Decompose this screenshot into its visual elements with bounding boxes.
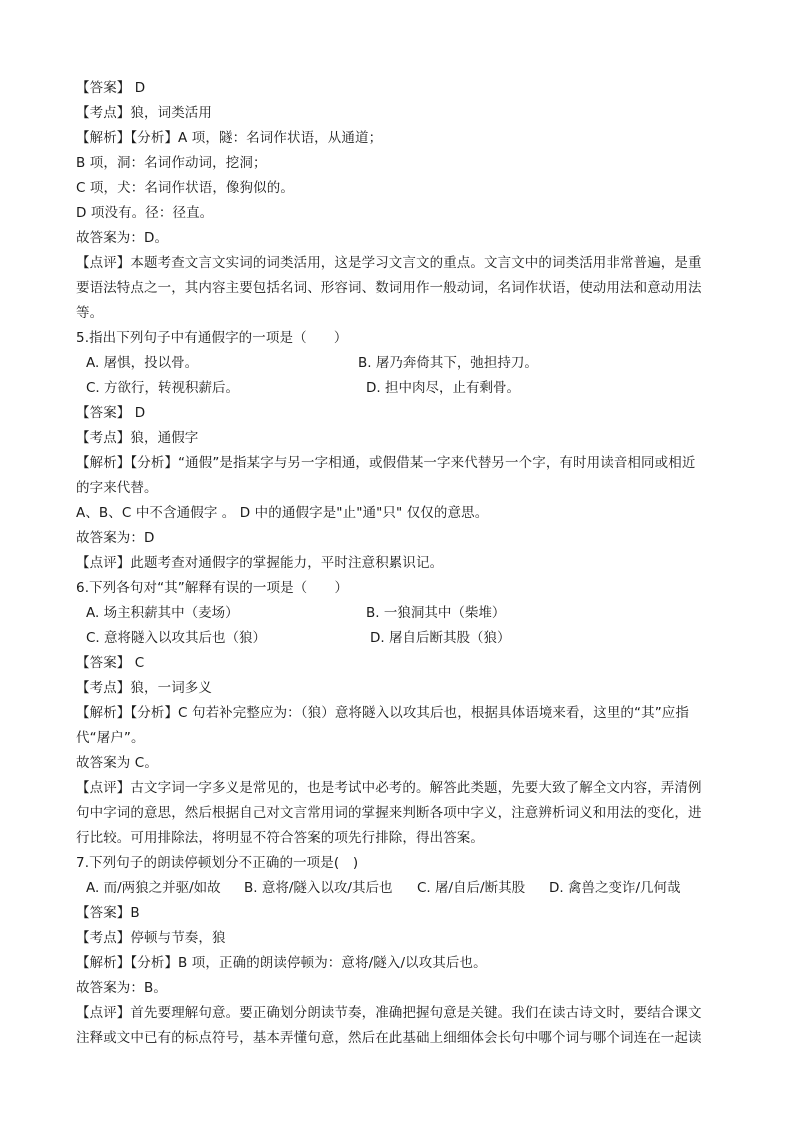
q7-option-a: A. 而/两狼之并驱/如故 bbox=[86, 880, 221, 896]
question-5: 5.指出下列句子中有通假字的一项是（ ） bbox=[76, 330, 348, 346]
q5-option-b: B. 屠乃奔倚其下，弛担持刀。 bbox=[358, 355, 538, 371]
answer-line: 【答案】 D bbox=[76, 80, 146, 96]
analysis-line: 【解析】【分析】B 项，正确的朗读停顿为：意将/隧入/以攻其后也。 bbox=[76, 955, 487, 971]
analysis-line: 的字来代替。 bbox=[76, 480, 158, 496]
conclusion-line: 故答案为：B。 bbox=[76, 980, 167, 996]
analysis-line: C 项，犬：名词作状语，像狗似的。 bbox=[76, 180, 294, 196]
analysis-line: 【解析】【分析】C 句若补完整应为：（狼）意将隧入以攻其后也，根据具体语境来看，这里的“其”应指 bbox=[76, 705, 690, 721]
question-7: 7.下列句子的朗读停顿划分不正确的一项是( ) bbox=[76, 855, 359, 871]
q7-option-b: B. 意将/隧入以攻/其后也 bbox=[244, 880, 393, 896]
q5-option-d: D. 担中肉尽，止有剩骨。 bbox=[366, 380, 520, 396]
answer-line: 【答案】 D bbox=[76, 405, 146, 421]
conclusion-line: 故答案为 C。 bbox=[76, 755, 158, 771]
analysis-line: B 项，洞：名词作动词，挖洞； bbox=[76, 155, 267, 171]
q6-option-a: A. 场主积薪其中（麦场） bbox=[86, 605, 239, 621]
question-6: 6.下列各句对“其”解释有误的一项是（ ） bbox=[76, 580, 349, 596]
answer-line: 【答案】 C bbox=[76, 655, 145, 671]
comment-line: 【点评】古文字词一字多义是常见的，也是考试中必考的。解答此类题，先要大致了解全文内容，弄清例 bbox=[76, 780, 702, 796]
comment-line: 【点评】首先要理解句意。要正确划分朗读节奏，准确把握句意是关键。我们在读古诗文时，要结合课文 bbox=[76, 1005, 702, 1021]
analysis-line: 【解析】【分析】A 项，隧：名词作状语，从通道； bbox=[76, 130, 383, 146]
q7-option-c: C. 屠/自后/断其股 bbox=[417, 880, 526, 896]
conclusion-line: 故答案为：D bbox=[76, 530, 155, 546]
conclusion-line: 故答案为：D。 bbox=[76, 230, 169, 246]
key-point-line: 【考点】狼，通假字 bbox=[76, 430, 199, 446]
comment-line: 【点评】此题考查对通假字的掌握能力，平时注意积累识记。 bbox=[76, 555, 444, 571]
analysis-line: 【解析】【分析】“通假”是指某字与另一字相通，或假借某一字来代替另一个字，有时用读音相同或相近 bbox=[76, 455, 696, 471]
q6-option-d: D. 屠自后断其股（狼） bbox=[370, 630, 511, 646]
comment-line: 句中字词的意思，然后根据自己对文言常用词的掌握来判断各项中字义，注意辨析词义和用法的变化，进 bbox=[76, 805, 702, 821]
q7-option-d: D. 禽兽之变诈/几何哉 bbox=[549, 880, 681, 896]
q5-option-a: A. 屠惧，投以骨。 bbox=[86, 355, 199, 371]
answer-line: 【答案】B bbox=[76, 905, 140, 921]
q5-option-c: C. 方欲行，转视积薪后。 bbox=[86, 380, 240, 396]
q6-option-b: B. 一狼洞其中（柴堆） bbox=[366, 605, 506, 621]
key-point-line: 【考点】狼，词类活用 bbox=[76, 105, 212, 121]
comment-line: 行比较。可用排除法，将明显不符合答案的项先行排除，得出答案。 bbox=[76, 830, 484, 846]
comment-line: 【点评】本题考查文言文实词的词类活用，这是学习文言文的重点。文言文中的词类活用非常普遍，是重 bbox=[76, 255, 702, 271]
key-point-line: 【考点】狼，一词多义 bbox=[76, 680, 212, 696]
key-point-line: 【考点】停顿与节奏，狼 bbox=[76, 930, 226, 946]
analysis-line: A、B、C 中不含通假字 。 D 中的通假字是"止"通"只" 仅仅的意思。 bbox=[76, 505, 489, 521]
q6-option-c: C. 意将隧入以攻其后也（狼） bbox=[86, 630, 267, 646]
comment-line: 要语法特点之一，其内容主要包括名词、形容词、数词用作一般动词，名词作状语，使动用法和意动用法 bbox=[76, 280, 702, 296]
analysis-line: 代“屠户”。 bbox=[76, 730, 145, 746]
comment-line: 等。 bbox=[76, 305, 104, 321]
comment-line: 注释或文中已有的标点符号，基本弄懂句意，然后在此基础上细细体会长句中哪个词与哪个词连在一起读 bbox=[76, 1030, 702, 1046]
analysis-line: D 项没有。径：径直。 bbox=[76, 205, 214, 221]
